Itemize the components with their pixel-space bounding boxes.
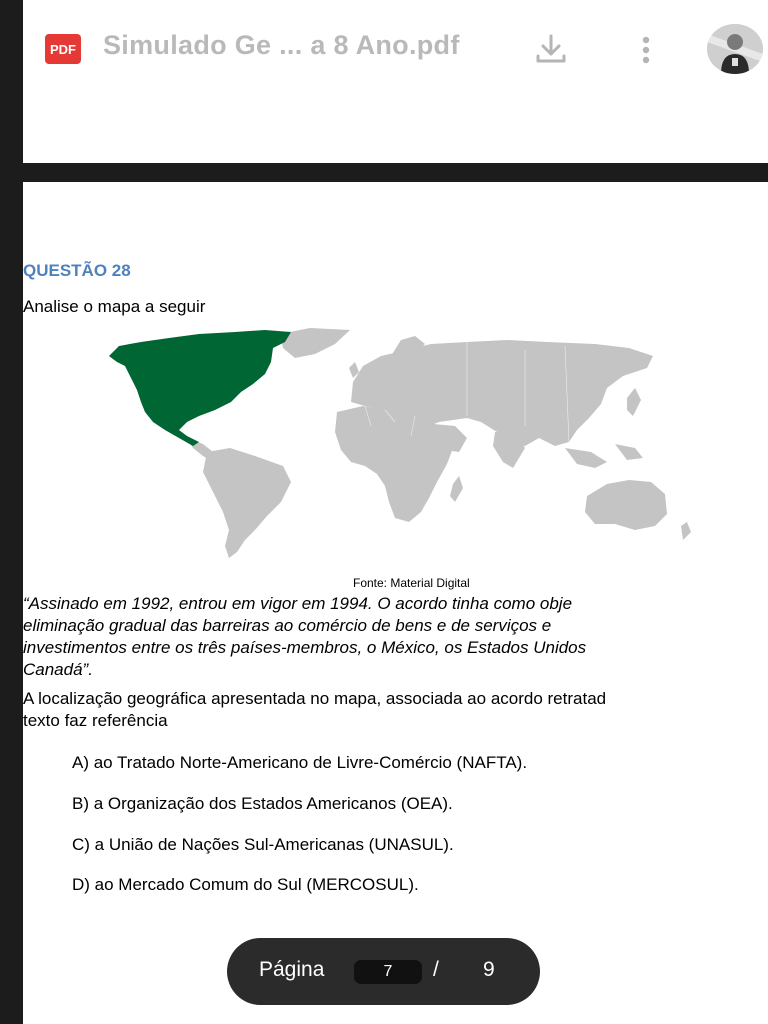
- pdf-viewer-toolbar: [23, 0, 768, 100]
- left-edge-bar: [0, 0, 23, 1024]
- option-d: D) ao Mercado Comum do Sul (MERCOSUL).: [72, 875, 419, 894]
- quote-line: investimentos entre os três países-membros, o México, os Estados Unidos: [23, 638, 587, 657]
- pdf-file-icon: PDF: [45, 34, 81, 64]
- option-c: C) a União de Nações Sul-Americanas (UNASUL).: [72, 835, 454, 854]
- map-source: Fonte: Material Digital: [353, 576, 470, 590]
- quote-text: [23, 593, 768, 681]
- statement-line: texto faz referência: [23, 711, 168, 730]
- quote-line: Canadá”.: [23, 660, 93, 679]
- north-america-highlight: [109, 330, 291, 446]
- page-navigator: [227, 938, 540, 1005]
- more-vertical-icon[interactable]: [631, 30, 661, 70]
- question-title: QUESTÃO 28: [23, 261, 131, 280]
- page-separator: /: [433, 958, 439, 981]
- option-a: A) ao Tratado Norte-Americano de Livre-Comércio (NAFTA).: [72, 753, 528, 772]
- page-divider: [23, 163, 768, 182]
- document-title: Simulado Ge ... a 8 Ano.pdf: [103, 30, 460, 60]
- world-map: [95, 326, 750, 572]
- page-label: Página: [259, 958, 325, 981]
- statement-line: A localização geográfica apresentada no mapa, associada ao acordo retratad: [23, 689, 607, 708]
- page-number-input[interactable]: 7: [354, 960, 422, 984]
- quote-line: eliminação gradual das barreiras ao comércio de bens e de serviços e: [23, 616, 552, 635]
- question-instruction: Analise o mapa a seguir: [23, 297, 206, 316]
- quote-line: “Assinado em 1992, entrou em vigor em 1994. O acordo tinha como obje: [23, 594, 573, 613]
- option-b: B) a Organização dos Estados Americanos (OEA).: [72, 794, 453, 813]
- question-statement: [23, 688, 606, 732]
- page-total: 9: [483, 958, 495, 981]
- download-icon[interactable]: [531, 30, 571, 70]
- user-avatar[interactable]: [707, 24, 763, 74]
